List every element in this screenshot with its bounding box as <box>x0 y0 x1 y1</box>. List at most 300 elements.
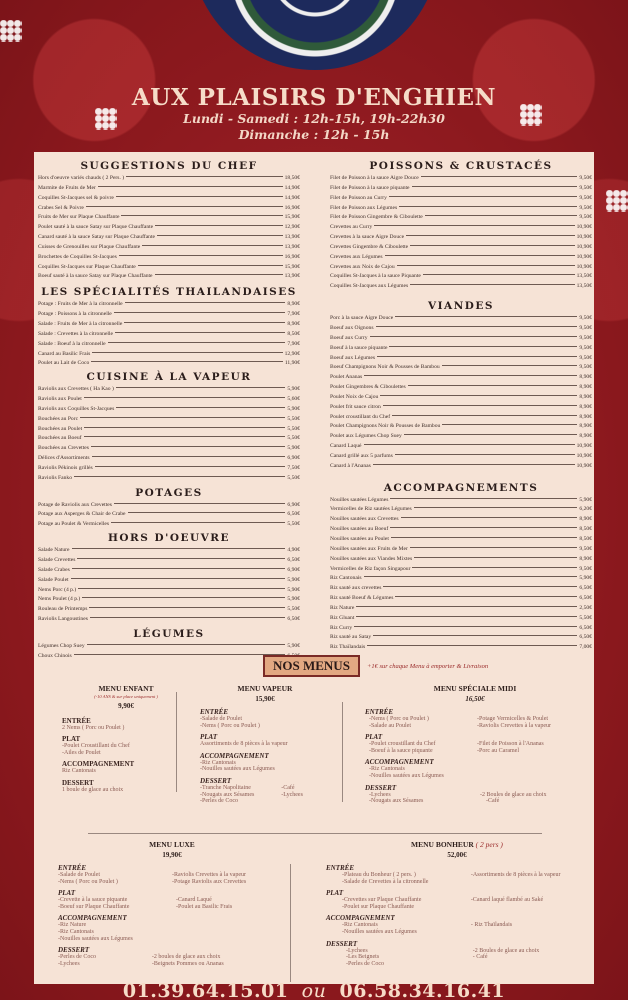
section-heading: PLAT <box>200 733 218 742</box>
menu-item <box>330 624 592 634</box>
item-name: Bouchées au Boeuf <box>38 435 82 442</box>
item-price: 7,90€ <box>287 311 300 318</box>
section-heading: PLAT <box>62 735 81 744</box>
dot-leader <box>119 255 283 256</box>
item-price: 10,90€ <box>576 243 592 250</box>
menu-item <box>330 633 592 643</box>
item-price: 8,50€ <box>579 526 592 533</box>
item-price: 8,90€ <box>579 403 592 410</box>
item-price: 16,90€ <box>284 204 300 211</box>
item-price: 9,50€ <box>579 344 592 351</box>
dot-leader <box>87 644 286 645</box>
item-name: Marmite de Fruits de Mer <box>38 184 96 191</box>
dot-leader <box>397 265 575 266</box>
item-name: Vermicelles de Riz façon Singapour <box>330 565 411 572</box>
menu-item <box>38 642 300 652</box>
dot-leader <box>425 215 578 216</box>
item-price: 6,50€ <box>579 634 592 641</box>
menu-line: -2 Boules de glace au choix <box>472 947 540 954</box>
dot-leader <box>389 196 578 197</box>
menu-item <box>330 505 592 515</box>
menu-line: -Nougats aux Sésames <box>200 791 255 798</box>
item-name: Salade : Boeuf à la citronnelle <box>38 340 106 347</box>
item-price: 5,90€ <box>287 405 300 412</box>
menu-line: -Lychees <box>281 791 303 798</box>
section-title: POTAGES <box>135 486 203 499</box>
menu-item <box>330 565 592 575</box>
item-name: Coquilles St-Jacques sel & poivre <box>38 194 114 201</box>
menu-line: -Filet de Poisson à l'Ananas <box>477 741 544 748</box>
menu-item <box>330 324 592 334</box>
item-price: 6,50€ <box>287 557 300 563</box>
menu-line: -2 Boules de glace au choix <box>480 791 547 798</box>
menu-item <box>330 184 592 194</box>
item-name: Potage au Poulet & Vermicelles <box>38 521 110 528</box>
menu-item <box>330 354 592 364</box>
item-price: 8,90€ <box>287 320 300 327</box>
item-name: Canard sauté à la sauce Satay sur Plaque Chauffante <box>38 234 156 241</box>
item-name: Nouilles sautées aux Viandes Mixtes <box>330 555 413 562</box>
item-price: 9,50€ <box>579 214 592 221</box>
item-price: 10,90€ <box>576 443 592 450</box>
dot-leader <box>414 557 577 558</box>
menu-item <box>330 272 592 282</box>
dot-leader <box>367 645 577 646</box>
menu-item <box>38 556 300 566</box>
dot-leader <box>95 466 286 467</box>
item-name: Raviolis Langoustines <box>38 616 88 623</box>
item-price: 2,50€ <box>579 604 592 611</box>
item-name: Crevettes aux Noix de Cajou <box>330 263 395 270</box>
takeaway-note: +1€ sur chaque Menu à emporter & Livraison <box>366 662 489 670</box>
item-name: Poulet croustillant du Chef <box>330 413 391 420</box>
menu-item <box>38 520 300 530</box>
item-name: Fruits de Mer sur Plaque Chauffante <box>38 214 120 221</box>
dot-leader <box>412 567 577 568</box>
item-price: 15,90€ <box>284 214 300 221</box>
dot-leader <box>421 176 578 177</box>
dot-leader <box>401 517 578 518</box>
menu-line: -Nouilles sautées aux Légumes <box>58 935 133 942</box>
item-name: Poulet Ananas <box>330 374 363 381</box>
menu-item <box>330 282 592 292</box>
menu-line: -Nems ( Porc ou Poulet ) <box>369 716 429 722</box>
menu-line: 1 boule de glace au choix <box>62 786 124 793</box>
dot-leader <box>121 215 282 216</box>
item-name: Boeuf aux Oignons <box>330 324 374 331</box>
item-price: 13,90€ <box>284 243 300 250</box>
item-price: 8,90€ <box>579 413 592 420</box>
item-price: 5,90€ <box>287 576 300 583</box>
item-name: Filet de Poisson Gingembre & Ciboulette <box>330 214 423 221</box>
menu-item <box>330 555 592 565</box>
menu-line: -Potage Vermicelles & Poulet <box>477 716 549 722</box>
menu-item <box>38 213 300 223</box>
menu-item <box>38 263 300 273</box>
dot-leader <box>390 498 577 499</box>
item-name: Bouchées au Poulet <box>38 425 83 432</box>
menu-item <box>38 464 300 474</box>
item-price: 13,50€ <box>576 273 592 280</box>
dot-leader <box>410 245 574 246</box>
menu-item <box>38 359 300 369</box>
menu-luxe <box>58 840 286 967</box>
menu-line: -Café <box>281 784 295 791</box>
menu-item <box>38 253 300 263</box>
item-price: 5,60€ <box>287 396 300 403</box>
item-price: 8,90€ <box>579 555 592 562</box>
menu-item <box>38 605 300 615</box>
set-menus-header <box>263 655 488 677</box>
dot-leader <box>404 434 578 435</box>
dot-leader <box>364 444 575 445</box>
item-name: Raviolis Fanko <box>38 474 73 481</box>
item-name: Potage aux Asperges & Chair de Crabe <box>38 511 126 518</box>
menu-item <box>38 310 300 320</box>
item-price: 5,50€ <box>287 415 300 422</box>
item-name: Boeuf aux Curry <box>330 334 368 341</box>
menu-item <box>330 584 592 594</box>
dot-leader <box>124 322 285 323</box>
item-name: Potage : Fruits de Mer à la citronnelle <box>38 301 123 308</box>
dot-leader <box>356 616 577 617</box>
phone-number-2[interactable]: 06.58.34.16.41 <box>339 980 506 1000</box>
dot-leader <box>86 206 283 207</box>
section-heading: ACCOMPAGNEMENT <box>326 914 395 923</box>
item-name: Filet de Poisson aux Légumes <box>330 204 398 211</box>
menu-item <box>330 314 592 324</box>
menu-item <box>330 393 592 403</box>
item-price: 9,50€ <box>579 364 592 371</box>
dot-leader <box>116 407 285 408</box>
dot-leader <box>126 176 282 177</box>
item-name: Canard à l'Ananas <box>330 462 371 469</box>
item-name: Salade Nature <box>38 547 70 554</box>
item-price: 6,50€ <box>579 595 592 602</box>
item-name: Boeuf Champignons Noir & Pousses de Bambou <box>330 364 440 371</box>
item-name: Poulet Noix de Cajou <box>330 393 379 400</box>
menu-item <box>38 385 300 395</box>
menu-line: -Raviolis Crevettes à la vapeur <box>477 722 551 729</box>
item-name: Poulet frit sauce citron <box>330 403 381 410</box>
dot-leader <box>380 395 577 396</box>
menu-item <box>330 263 592 273</box>
item-price: 5,50€ <box>287 425 300 432</box>
menu-item <box>38 320 300 330</box>
item-price: 12,90€ <box>284 350 300 357</box>
menu-item <box>38 300 300 310</box>
menu-line: -Boeuf sur Plaque Chauffante <box>58 903 130 910</box>
menu-item <box>38 243 300 253</box>
menu-item <box>330 535 592 545</box>
item-price: 10,90€ <box>576 234 592 241</box>
hours-weekdays: Lundi - Samedi : 12h-15h, 19h-22h30 <box>183 111 445 126</box>
menu-title: MENU LUXE <box>149 840 195 849</box>
item-price: 7,00€ <box>579 644 592 651</box>
dot-leader <box>391 537 578 538</box>
menu-item <box>38 204 300 214</box>
item-name: Riz sauté au Satay <box>330 634 372 641</box>
dot-leader <box>77 558 285 559</box>
item-price: 9,50€ <box>579 354 592 361</box>
menu-line: -Crevette à la sauce piquante <box>58 897 128 904</box>
menu-item <box>38 615 300 625</box>
menu-item <box>330 344 592 354</box>
menu-price: 9,90€ <box>118 701 134 710</box>
menu-item <box>330 545 592 555</box>
item-price: 18,50€ <box>284 175 300 181</box>
item-price: 7,50€ <box>287 464 300 471</box>
section-title: LÉGUMES <box>133 627 205 640</box>
dot-leader <box>98 186 283 187</box>
menu-panel <box>34 152 594 984</box>
section-heading: ENTRÉE <box>62 716 91 725</box>
dot-leader <box>373 635 577 636</box>
dot-leader <box>90 617 286 618</box>
menu-line: -Riz Nature <box>58 922 87 929</box>
item-name: Nouilles sautées aux Fruits de Mer <box>330 545 408 552</box>
menu-item <box>38 546 300 556</box>
item-price: 6,50€ <box>579 624 592 631</box>
section-title: LES SPÉCIALITÉS THAILANDAISES <box>41 286 297 299</box>
section-heading: ENTRÉE <box>58 864 87 872</box>
item-name: Salade Poulet <box>38 576 69 583</box>
menu-item <box>38 233 300 243</box>
dot-leader <box>80 417 285 418</box>
item-name: Nouilles sautées au Boeuf <box>330 526 389 533</box>
item-name: Salade : Crevettes à la citronnelle <box>38 330 114 337</box>
dot-leader <box>116 196 283 197</box>
item-price: 10,90€ <box>576 462 592 469</box>
menu-line: -Ailes de Poulet <box>62 749 101 756</box>
item-name: Vermicelles de Riz sautées Légumes <box>330 506 412 513</box>
menu-item <box>330 614 592 624</box>
item-name: Raviolis aux Coquilles St-Jacques <box>38 405 115 412</box>
menu-line: -Nems ( Porc ou Poulet ) <box>200 722 260 729</box>
menu-line: -Nouilles sautées aux Légumes <box>369 772 444 779</box>
item-name: Hors d'oeuvre variés chauds ( 2 Pers. ) <box>38 175 125 181</box>
item-name: Filet de Poisson au Curry <box>330 194 387 201</box>
restaurant-name: AUX PLAISIRS D'ENGHIEN <box>131 84 497 111</box>
dot-leader <box>410 284 574 285</box>
item-price: 6,90€ <box>287 501 300 508</box>
menu-title: MENU VAPEUR <box>237 684 293 693</box>
item-name: Canard Laqué <box>330 443 362 450</box>
dot-leader <box>392 415 577 416</box>
item-name: Riz sauté aux crevettes <box>330 585 382 592</box>
menu-item <box>38 474 300 484</box>
dot-leader <box>423 274 575 275</box>
dot-leader <box>414 507 578 508</box>
section-heading: ENTRÉE <box>200 708 229 716</box>
item-name: Crevettes aux Légumes <box>330 253 383 260</box>
item-name: Raviolis aux Poulet <box>38 396 82 403</box>
menu-line: -Riz Cantonais <box>58 928 94 935</box>
item-price: 5,90€ <box>287 596 300 603</box>
item-price: 9,50€ <box>579 315 592 322</box>
menu-item <box>330 422 592 432</box>
dot-leader <box>408 385 578 386</box>
dot-leader <box>442 365 578 366</box>
item-name: Coquilles St-Jacques sur Plaque Chauffante <box>38 263 136 270</box>
menu-item <box>330 334 592 344</box>
item-price: 14,90€ <box>284 194 300 201</box>
dot-leader <box>376 326 578 327</box>
section-title: ACCOMPAGNEMENTS <box>383 481 539 494</box>
dot-leader <box>390 527 577 528</box>
menu-item <box>330 363 592 373</box>
section-heading: DESSERT <box>326 939 358 948</box>
divider <box>342 702 343 802</box>
dot-leader <box>108 342 286 343</box>
menu-line: -Poulet sur Plaque Chauffante <box>342 903 415 910</box>
item-name: Salade Crevettes <box>38 557 76 563</box>
menu-title <box>326 840 588 850</box>
menu-item <box>330 432 592 442</box>
menu-item <box>38 405 300 415</box>
menu-line: -Poulet au Basilic Frais <box>176 903 233 910</box>
menu-line: -Perles de Coco <box>346 960 384 967</box>
section-heading: PLAT <box>58 889 76 898</box>
item-price: 5,90€ <box>579 496 592 503</box>
menu-item <box>330 643 592 653</box>
menu-item <box>38 652 300 662</box>
dot-leader <box>399 206 577 207</box>
item-name: Salade : Fruits de Mer à la citronnelle <box>38 320 123 327</box>
menu-item <box>330 452 592 462</box>
item-name: Poulet Gingembres & Ciboulettes <box>330 384 406 391</box>
menu-item <box>38 330 300 340</box>
section-heading: DESSERT <box>365 783 397 792</box>
menu-item <box>330 515 592 525</box>
item-price: 9,50€ <box>579 334 592 341</box>
item-price: 9,50€ <box>579 175 592 181</box>
item-price: 5,50€ <box>287 606 300 613</box>
item-name: Nouilles sautées au Poulet <box>330 536 389 542</box>
item-price: 9,50€ <box>579 204 592 211</box>
nos-menus-label: NOS MENUS <box>263 655 360 677</box>
dot-leader <box>364 375 577 376</box>
item-price: 6,50€ <box>579 585 592 592</box>
menu-line: -Salade de Poulet <box>58 872 100 878</box>
menu-item <box>330 594 592 604</box>
dot-leader <box>377 356 577 357</box>
dot-leader <box>412 186 578 187</box>
item-name: Canard au Basilic Frais <box>38 350 91 357</box>
item-name: Poulet au Lait de Coco <box>38 360 90 367</box>
menu-item <box>330 243 592 253</box>
item-name: Rouleau de Printemps <box>38 606 88 613</box>
item-name: Brochettes de Coquilles St-Jacques <box>38 253 117 260</box>
section-title: CUISINE À LA VAPEUR <box>86 371 252 384</box>
dot-leader <box>442 424 577 425</box>
dot-leader <box>395 454 575 455</box>
item-name: Riz sauté Boeuf & Légumes <box>330 595 394 602</box>
dot-leader <box>128 512 286 513</box>
dot-leader <box>370 336 578 337</box>
dot-leader <box>395 596 577 597</box>
menu-line: -2 boules de glace aux choix <box>151 954 221 961</box>
section-title: VIANDES <box>428 300 494 313</box>
menu-line: -Lychees <box>346 947 368 954</box>
item-price: 7,90€ <box>287 340 300 347</box>
menu-line: -Les Beignets <box>346 954 380 961</box>
menu-title-note: ( 2 pers ) <box>475 840 503 849</box>
item-price: 13,50€ <box>576 283 592 290</box>
item-name: Filet de Poisson à la sauce piquante <box>330 184 410 191</box>
section-heading: ENTRÉE <box>365 708 394 716</box>
section-heading: PLAT <box>326 889 344 898</box>
menu-line: - Café <box>472 954 488 961</box>
dot-leader <box>374 225 574 226</box>
item-name: Choux Chinois <box>38 652 72 659</box>
item-name: Porc à la sauce Aigre Douce <box>330 315 394 322</box>
menu-item <box>38 415 300 425</box>
menu-price: 16,50€ <box>465 695 485 703</box>
menu-item <box>330 574 592 584</box>
menu-line: -Nouilles sautées aux Légumes <box>342 928 417 935</box>
item-name: Coquilles St-Jacques à la sauce Piquante <box>330 273 421 280</box>
menu-line: -Canard Laqué <box>176 897 212 904</box>
dot-leader <box>84 397 286 398</box>
item-name: Bouchées au Porc <box>38 415 79 422</box>
dot-leader <box>92 352 282 353</box>
restaurant-header <box>0 84 628 143</box>
dot-leader <box>410 547 578 548</box>
dot-leader <box>356 606 577 607</box>
dot-leader <box>385 255 575 256</box>
item-price: 6,50€ <box>287 511 300 518</box>
menu-item <box>330 442 592 452</box>
item-price: 10,90€ <box>576 263 592 270</box>
item-price: 6,20€ <box>579 506 592 513</box>
item-name: Raviolis aux Crevettes ( Ha Kao ) <box>38 386 114 393</box>
section-heading: DESSERT <box>58 946 90 955</box>
menu-line: -Salade de Crevettes à la citronnelle <box>342 878 429 885</box>
dot-leader <box>78 588 285 589</box>
dot-leader <box>89 607 285 608</box>
left-column <box>38 156 300 662</box>
right-column <box>330 156 592 653</box>
item-price: 13,90€ <box>284 273 300 280</box>
menu-item <box>330 373 592 383</box>
item-price: 5,50€ <box>287 521 300 528</box>
item-name: Potage : Poissons à la citronnelle <box>38 311 112 318</box>
menu-price: 52,00€ <box>447 851 467 859</box>
menu-line: -Salade au Poulet <box>369 722 411 729</box>
phone-number-1[interactable]: 01.39.64.15.01 <box>122 980 289 1000</box>
item-name: Riz Curry <box>330 624 353 631</box>
item-price: 5,50€ <box>287 474 300 481</box>
item-price: 4,90€ <box>287 547 300 554</box>
menu-line: -Tranche Napolitaine <box>200 784 251 791</box>
menu-line: -Boeuf à la sauce piquante <box>369 747 433 754</box>
phone-numbers <box>0 980 628 1000</box>
item-price: 12,90€ <box>284 224 300 231</box>
item-price: 9,50€ <box>579 194 592 201</box>
item-name: Nouilles sautées Légumes <box>330 496 389 503</box>
item-name: Riz Gluant <box>330 614 355 621</box>
or-separator: ou <box>301 980 327 1000</box>
menu-line: -Riz Cantonais <box>369 766 405 773</box>
item-price: 8,90€ <box>579 516 592 523</box>
divider <box>290 864 291 982</box>
menu-line: -Crevettes sur Plaque Chauffante <box>342 897 422 904</box>
item-price: 8,90€ <box>287 301 300 308</box>
item-price: 8,90€ <box>579 384 592 391</box>
item-price: 14,90€ <box>284 184 300 191</box>
item-name: Riz Nature <box>330 604 355 611</box>
